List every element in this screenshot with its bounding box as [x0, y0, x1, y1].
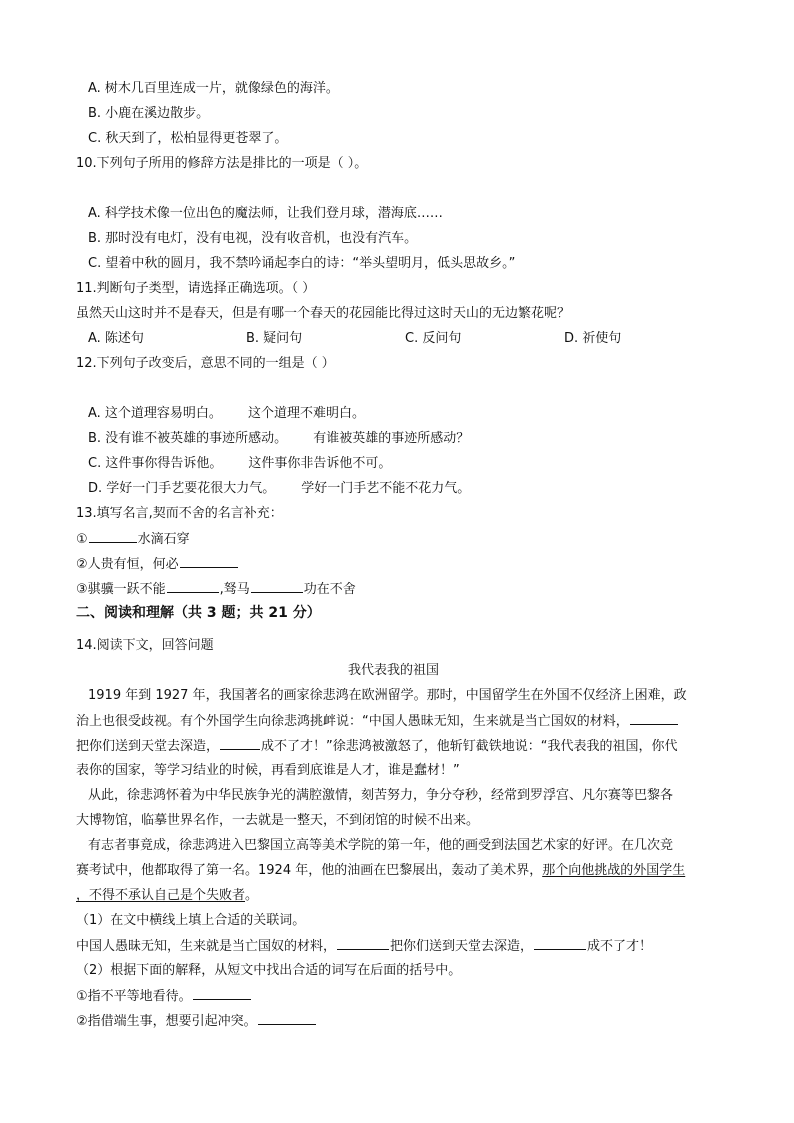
article-paragraph-2-line-1: 从此，徐悲鸿怀着为中华民族争光的满腔激情，刻苦努力，争分夺秒，经常到罗浮宫、凡尔赛等巴黎各: [88, 788, 674, 803]
article-paragraph-1-line-4: 表你的国家，等学习结业的时候，再看到底谁是人才，谁是蠢材！”: [76, 763, 460, 778]
q11-option-c: C. 反问句: [405, 331, 462, 346]
underlined-text: ，不得不承认自己是个失败者: [76, 888, 246, 903]
q11-option-b: B. 疑问句: [246, 331, 303, 346]
article-paragraph-2-line-2: 大博物馆，临摹世界名作，一去就是一整天，不到闭馆的时候不出来。: [76, 813, 480, 828]
fill-blank[interactable]: [630, 712, 678, 725]
fill-blank[interactable]: [534, 937, 586, 950]
q12-option-d: D. 学好一门手艺要花很大力气。 学好一门手艺不能不花力气。: [88, 481, 471, 496]
q13-stem: 13.填写名言,契而不舍的名言补充：: [76, 506, 283, 521]
fill-blank[interactable]: [251, 580, 303, 593]
article-paragraph-3-line-1: 有志者事竟成，徐悲鸿进入巴黎国立高等美术学院的第一年，他的画受到法国艺术家的好评。在几次竞: [88, 838, 674, 853]
q11-option-d: D. 祈使句: [564, 331, 622, 346]
article-paragraph-1-line-3: 把你们送到天堂去深造， 成不了才！”徐悲鸿被激怒了，他斩钉截铁地说：“我代表我的祖国，你代: [76, 739, 678, 754]
q10-option-a: A. 科学技术像一位出色的魔法师，让我们登月球，潜海底……: [88, 206, 443, 221]
q11-stem: 11.判断句子类型，请选择正确选项。（ ）: [76, 281, 316, 296]
q12-stem: 12.下列句子改变后，意思不同的一组是（ ）: [76, 356, 335, 371]
article-paragraph-1-line-2: 治上也很受歧视。有个外国学生向徐悲鸿挑衅说：“中国人愚昧无知，生来就是当亡国奴的材料，: [76, 712, 679, 731]
q13-line-3: ③骐骥一跃不能 ,驽马 功在不舍: [76, 582, 356, 597]
fill-blank[interactable]: [220, 737, 260, 750]
q12-option-b: B. 没有谁不被英雄的事迹所感动。 有谁被英雄的事迹所感动？: [88, 431, 470, 446]
q9-option-c: C. 秋天到了，松柏显得更苍翠了。: [88, 131, 288, 146]
article-paragraph-1-line-1: 1919 年到 1927 年，我国著名的画家徐悲鸿在欧洲留学。那时，中国留学生在外国不仅经济上困难，政: [88, 688, 687, 703]
q14-subquestion-2-item-2: ②指借端生事，想要引起冲突。: [76, 1012, 317, 1031]
article-paragraph-3-line-2: 赛考试中，他都取得了第一名。1924 年，他的油画在巴黎展出，轰动了美术界，那个向他挑战的外国学生: [76, 863, 686, 878]
fill-blank[interactable]: [180, 555, 238, 568]
q14-subquestion-2: （2）根据下面的解释，从短文中找出合适的词写在后面的括号中。: [76, 963, 462, 978]
q10-option-b: B. 那时没有电灯，没有电视，没有收音机，也没有汽车。: [88, 231, 418, 246]
fill-blank[interactable]: [89, 530, 137, 543]
q14-subquestion-2-item-1: ①指不平等地看待。: [76, 987, 252, 1006]
underlined-text: 那个向他挑战的外国学生: [542, 863, 686, 878]
fill-blank[interactable]: [337, 937, 389, 950]
q9-option-a: A. 树木几百里连成一片，就像绿色的海洋。: [88, 81, 339, 96]
q13-line-1: ① 水滴石穿: [76, 532, 190, 547]
section-heading: 二、阅读和理解（共 3 题；共 21 分）: [76, 605, 321, 621]
fill-blank[interactable]: [193, 987, 251, 1000]
article-paragraph-3-line-3: ，不得不承认自己是个失败者。: [76, 888, 259, 903]
q12-option-c: C. 这件事你得告诉他。 这件事你非告诉他不可。: [88, 456, 392, 471]
q11-sentence: 虽然天山这时并不是春天，但是有哪一个春天的花园能比得过这时天山的无边繁花呢？: [76, 306, 571, 321]
q13-line-2: ②人贵有恒，何必: [76, 555, 239, 574]
article-title: 我代表我的祖国: [348, 663, 440, 678]
q14-subquestion-1-sentence: 中国人愚昧无知，生来就是当亡国奴的材料， 把你们送到天堂去深造， 成不了才！: [76, 939, 653, 954]
q12-option-a: A. 这个道理容易明白。 这个道理不难明白。: [88, 406, 365, 421]
q11-option-a: A. 陈述句: [88, 331, 144, 346]
q14-stem: 14.阅读下文，回答问题: [76, 638, 214, 653]
q10-stem: 10.下列句子所用的修辞方法是排比的一项是（ ）。: [76, 156, 368, 171]
fill-blank[interactable]: [258, 1012, 316, 1025]
q14-subquestion-1: （1）在文中横线上填上合适的关联词。: [76, 913, 306, 928]
q10-option-c: C. 望着中秋的圆月，我不禁吟诵起李白的诗：“举头望明月，低头思故乡。”: [88, 256, 516, 271]
q9-option-b: B. 小鹿在溪边散步。: [88, 106, 210, 121]
fill-blank[interactable]: [167, 580, 219, 593]
